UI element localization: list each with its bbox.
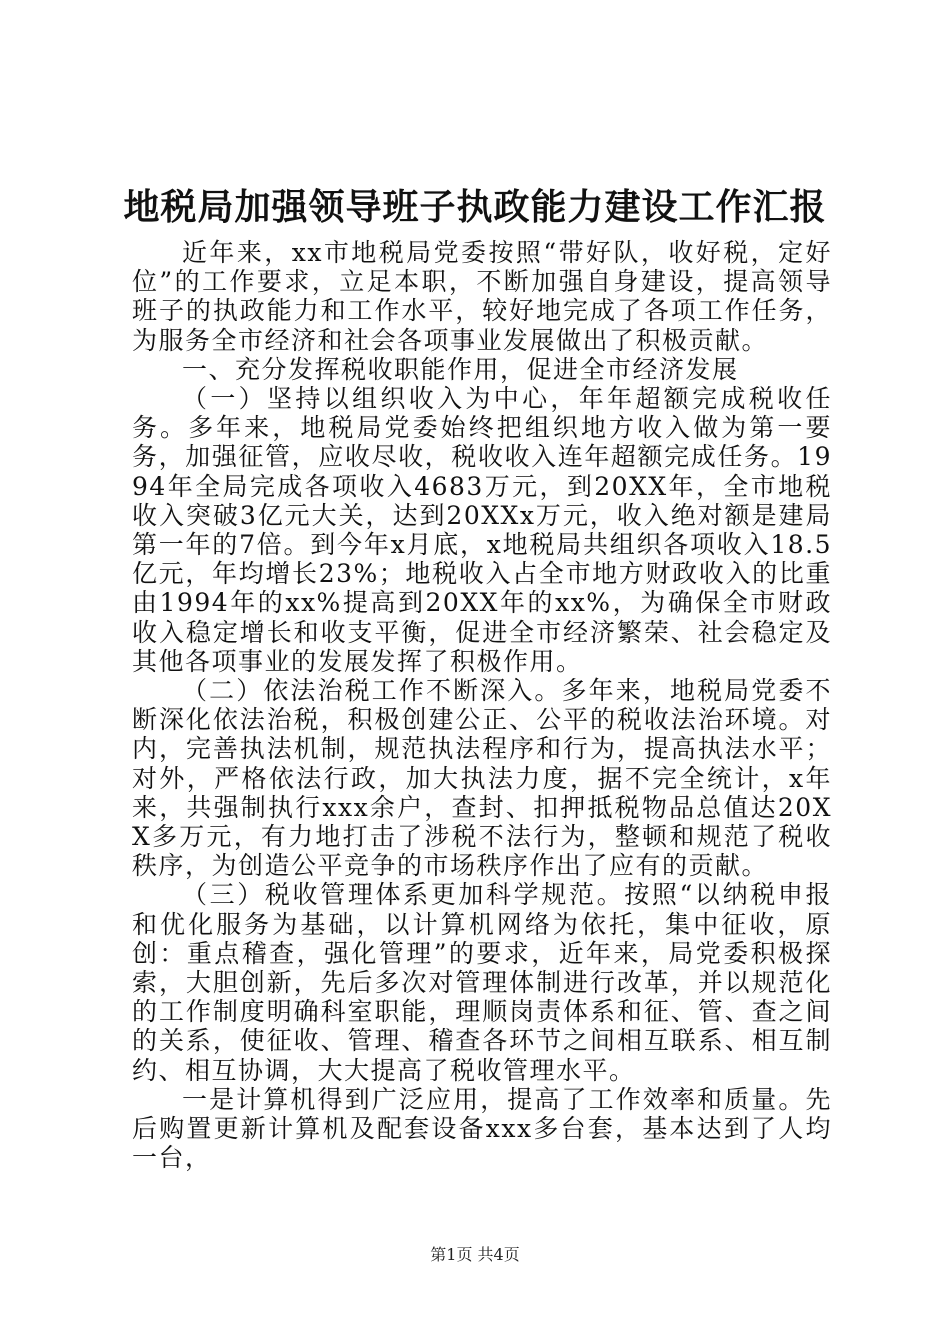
- paragraph-intro: 近年来，xx市地税局党委按照“带好队，收好税，定好位”的工作要求，立足本职，不断加强自身建设，提高领导班子的执政能力和工作水平，较好地完成了各项工作任务，为服务全市经济和社会各项事业发展做出了积极贡献。: [132, 238, 832, 355]
- paragraph-computer-application: 一是计算机得到广泛应用，提高了工作效率和质量。先后购置更新计算机及配套设备xxx多台套，基本达到了人均一台，: [132, 1084, 832, 1173]
- document-body: [132, 238, 832, 1173]
- paragraph-rule-of-law: （二）依法治税工作不断深入。多年来，地税局党委不断深化依法治税，积极创建公正、公平的税收法治环境。对内，完善执法机制，规范执法程序和行为，提高执法水平；对外，严格依法行政，加大执法力度，据不完全统计，x年来，共强制执行xxx余户，查封、扣押抵税物品总值达20XX多万元，有力地打击了涉税不法行为，整顿和规范了税收秩序，为创造公平竞争的市场秩序作出了应有的贡献。: [132, 676, 832, 881]
- paragraph-management-system: （三）税收管理体系更加科学规范。按照“以纳税申报和优化服务为基础，以计算机网络为依托，集中征收，原创：重点稽查，强化管理”的要求，近年来，局党委积极探索，大胆创新，先后多次对管理体制进行改革，并以规范化的工作制度明确科室职能，理顺岗责体系和征、管、查之间的关系，使征收、管理、稽查各环节之间相互联系、相互制约、相互协调，大大提高了税收管理水平。: [132, 880, 832, 1085]
- document-title: 地税局加强领导班子执政能力建设工作汇报: [123, 187, 827, 228]
- paragraph-tax-revenue: （一）坚持以组织收入为中心，年年超额完成税收任务。多年来，地税局党委始终把组织地方收入做为第一要务，加强征管，应收尽收，税收收入连年超额完成任务。1994年全局完成各项收入4683万元，到20XX年，全市地税收入突破3亿元大关，达到20XXx万元，收入绝对额是建局第一年的7倍。到今年x月底，x地税局共组织各项收入18.5亿元，年均增长23%；地税收入占全市地方财政收入的比重由1994年的xx%提高到20XX年的xx%，为确保全市财政收入稳定增长和收支平衡，促进全市经济繁荣、社会稳定及其他各项事业的发展发挥了积极作用。: [132, 384, 832, 676]
- section-heading-1: 一、充分发挥税收职能作用，促进全市经济发展: [182, 354, 739, 384]
- page-number-footer: 第1页 共4页: [430, 1245, 520, 1264]
